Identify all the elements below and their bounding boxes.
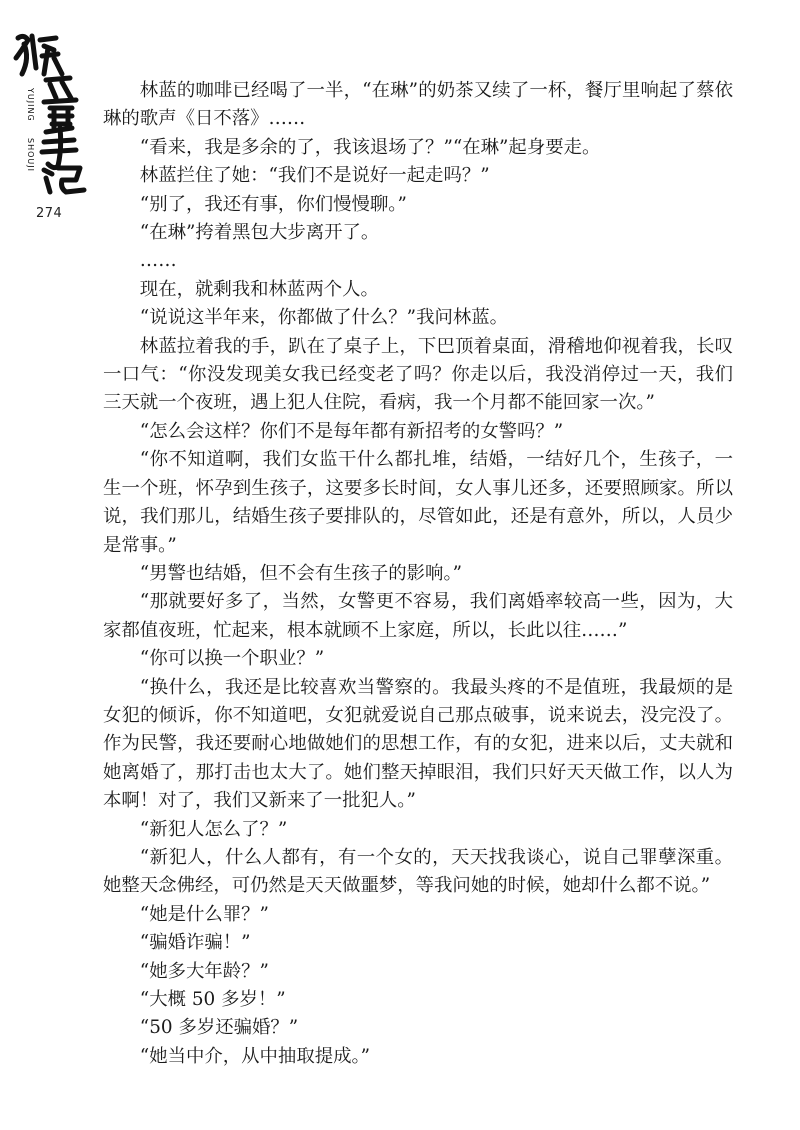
paragraph: ……: [139, 250, 177, 272]
paragraph: “她是什么罪？”: [139, 903, 269, 925]
paragraph: “换什么，我还是比较喜欢当警察的。我最头疼的不是值班，我最烦的是女犯的倾诉，你不知道吧，女犯就爱说自己那点破事，说来说去，没完没了。作为民警，我还要耐心地做她们的思想工作，有的女犯，进来以后，丈夫就和她离婚了，那打击也太大了。她们整天掉眼泪，我们只好天天做工作，以人为本啊！对了，我们又新来了一批犯人。”: [103, 676, 733, 812]
paragraph: 林蓝的咖啡已经喝了一半，“在琳”的奶茶又续了一杯，餐厅里响起了蔡依琳的歌声《日不落》……: [103, 80, 733, 130]
paragraph: 林蓝拉着我的手，趴在了桌子上，下巴顶着桌面，滑稽地仰视着我，长叹一口气：“你没发现美女我已经变老了吗？你走以后，我没消停过一天，我们三天就一个夜班，遇上犯人住院，看病，我一个月都不能回家一次。”: [103, 335, 733, 414]
paragraph: “别了，我还有事，你们慢慢聊。”: [139, 193, 407, 215]
paragraph: “骗婚诈骗！”: [139, 932, 251, 954]
paragraph: “在琳”挎着黑包大步离开了。: [139, 222, 380, 244]
paragraph: “那就要好多了，当然，女警更不容易，我们离婚率较高一些，因为，大家都值夜班，忙起来，根本就顾不上家庭，所以，长此以往……”: [103, 591, 733, 641]
svg-text:YUJING: YUJING: [26, 88, 35, 122]
series-logo: [10, 28, 105, 198]
paragraph: “怎么会这样？你们不是每年都有新招考的女警吗？”: [139, 420, 564, 442]
paragraph: 林蓝拦住了她：“我们不是说好一起走吗？”: [139, 165, 490, 187]
paragraph: 现在，就剩我和林蓝两个人。: [139, 278, 379, 300]
series-calligraphy-logo: [10, 28, 105, 198]
paragraph: “她多大年龄？”: [139, 960, 269, 982]
paragraph: “50 多岁还骗婚？”: [139, 1017, 299, 1039]
paragraph: “她当中介，从中抽取提成。”: [139, 1045, 371, 1067]
paragraph: “说说这半年来，你都做了什么？”我问林蓝。: [139, 307, 509, 329]
body-text: [103, 77, 733, 1071]
paragraph: “你不知道啊，我们女监干什么都扎堆，结婚，一结好几个，生孩子，一生一个班，怀孕到生孩子，这要多长时间，女人事儿还多，还要照顾家。所以说，我们那儿，结婚生孩子要排队的，尽管如此，还是有意外，所以，人员少是常事。”: [103, 449, 733, 556]
paragraph: “男警也结婚，但不会有生孩子的影响。”: [139, 562, 463, 584]
paragraph: “新犯人，什么人都有，有一个女的，天天找我谈心，说自己罪孽深重。她整天念佛经，可仍然是天天做噩梦，等我问她的时候，她却什么都不说。”: [103, 846, 733, 897]
paragraph: “看来，我是多余的了，我该退场了？”“在琳”起身要走。: [139, 136, 601, 158]
svg-text:SHOUJI: SHOUJI: [26, 138, 35, 172]
page-number: 274: [36, 206, 63, 221]
paragraph: “你可以换一个职业？”: [139, 648, 325, 670]
paragraph: “新犯人怎么了？”: [139, 818, 288, 840]
paragraph: “大概 50 多岁！”: [139, 989, 286, 1010]
